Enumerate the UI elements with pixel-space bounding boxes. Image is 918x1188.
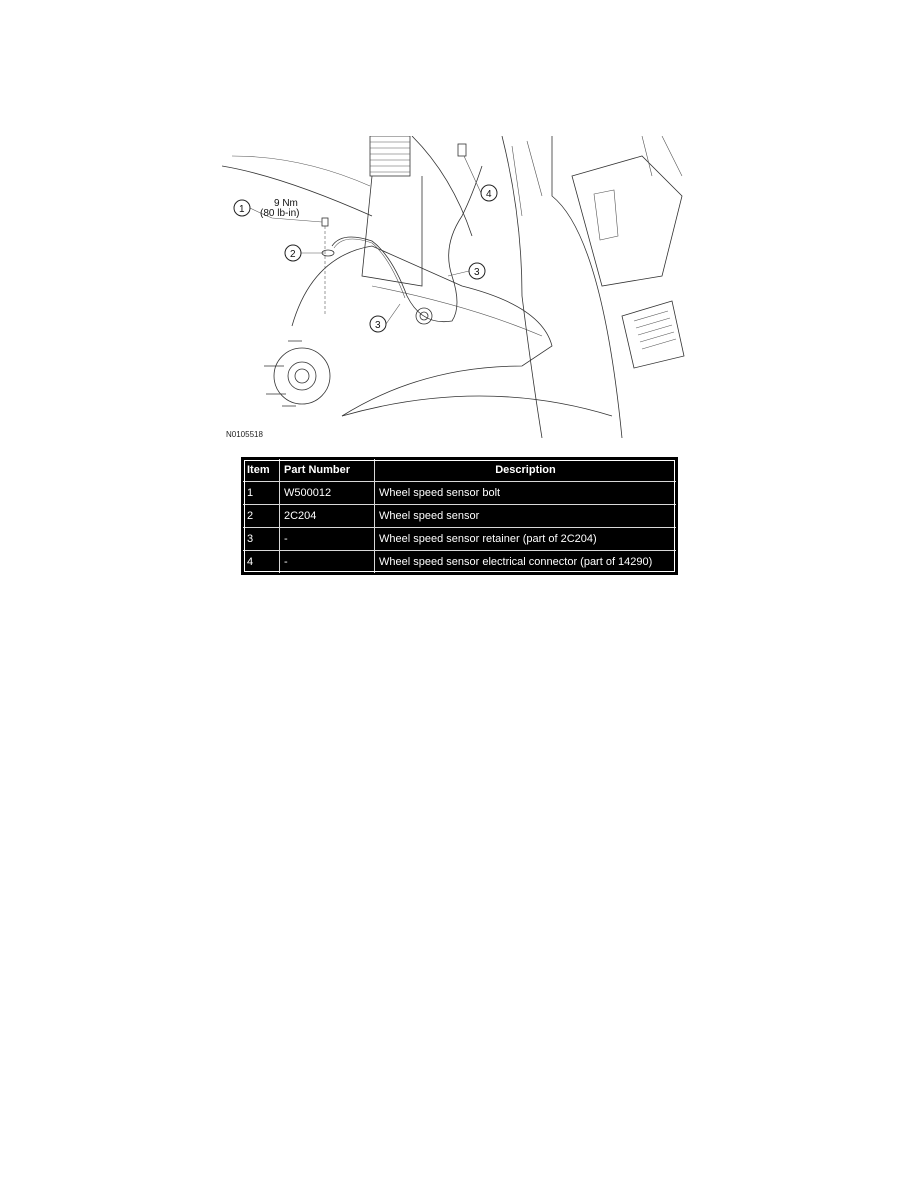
wheel-hub-icon: [264, 341, 330, 406]
svg-text:3: 3: [375, 320, 381, 331]
cell-description: Wheel speed sensor retainer (part of 2C204): [375, 528, 678, 551]
cell-description: Wheel speed sensor electrical connector (part of 14290): [375, 551, 678, 575]
svg-text:1: 1: [239, 204, 245, 215]
table-row: [242, 528, 677, 551]
wheel-speed-sensor-diagram: [222, 136, 694, 438]
table-row: [242, 482, 677, 505]
parts-table: [241, 457, 678, 575]
callout-2: [285, 245, 301, 261]
torque-value: 9 Nm: [274, 198, 298, 209]
cell-item: 1: [242, 482, 280, 505]
svg-text:4: 4: [486, 189, 492, 200]
cell-description: Wheel speed sensor: [375, 505, 678, 528]
torque-value-imperial: (80 lb-in): [260, 208, 300, 219]
suspension-illustration: [222, 136, 694, 438]
table-row: [242, 505, 677, 528]
cell-item: 2: [242, 505, 280, 528]
header-item: Item: [242, 458, 280, 482]
cell-part-number: -: [280, 551, 375, 575]
callout-3-lower: [370, 316, 386, 332]
cell-part-number: W500012: [280, 482, 375, 505]
callout-1: [234, 200, 250, 216]
cell-item: 3: [242, 528, 280, 551]
figure-id-label: N0105518: [226, 430, 263, 439]
header-part-number: Part Number: [280, 458, 375, 482]
cell-part-number: -: [280, 528, 375, 551]
table-row: [242, 551, 677, 575]
cell-item: 4: [242, 551, 280, 575]
cell-description: Wheel speed sensor bolt: [375, 482, 678, 505]
svg-text:2: 2: [290, 249, 296, 260]
header-description: Description: [375, 458, 678, 482]
cell-part-number: 2C204: [280, 505, 375, 528]
table-header-row: [242, 458, 677, 482]
callout-4: [481, 185, 497, 201]
sensor-bolt-icon: [322, 218, 334, 316]
callout-3-upper: [469, 263, 485, 279]
svg-text:3: 3: [474, 267, 480, 278]
vent-grille-icon: [622, 301, 684, 368]
